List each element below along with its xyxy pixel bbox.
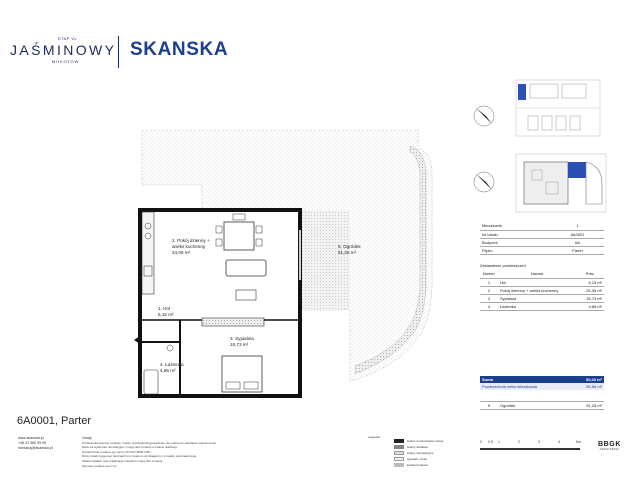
room-label-hall: 1. Hol xyxy=(158,306,171,311)
note-line: Dane są wyłącznie orientacyjne i mogą ulec zmianie w trakcie realizacji. xyxy=(82,445,178,450)
room-number: 4 xyxy=(480,302,498,310)
garden-table xyxy=(480,401,604,410)
apartment-title: 6A0001, Parter xyxy=(17,415,91,427)
legend-title: Legenda: xyxy=(368,435,381,439)
scale-label: 0.5 xyxy=(488,440,493,444)
highlighted-building xyxy=(518,84,526,100)
notes-title: Uwagi: xyxy=(82,436,93,440)
note-line: Rzuty lokali mogą ulec nieznacznym zmianom wynikającym z projektu wykonawczego. xyxy=(82,454,198,459)
summary-net-value: 50,56 m² xyxy=(573,383,604,390)
summary-total-row xyxy=(480,376,604,383)
room-area: 5,15 m² xyxy=(576,278,604,286)
scale-label: 5m xyxy=(576,440,581,444)
table-row xyxy=(480,286,604,294)
architect-sub: ARCHITEKCI xyxy=(599,448,620,451)
logo-stage: ETAP Vc xyxy=(58,36,77,41)
scale-label: 3 xyxy=(538,440,540,444)
room-area-living: 24,06 m² xyxy=(172,250,191,255)
room-area-garden: 61,26 m² xyxy=(338,250,357,255)
room-label-living-2: aneks kuchenny xyxy=(172,244,206,249)
summary-net-row xyxy=(480,383,604,390)
legend-swatch xyxy=(394,463,404,467)
info-key: Piętro xyxy=(480,246,551,254)
logo-name: JAŚMINOWY xyxy=(10,42,117,58)
architect-logo xyxy=(598,441,621,451)
info-key: Budynek xyxy=(480,238,551,246)
logo-divider xyxy=(118,36,119,68)
legend-swatch xyxy=(394,457,404,461)
info-value: Parter xyxy=(551,246,604,254)
table-row xyxy=(480,278,604,286)
room-name: Sypialnia xyxy=(498,294,576,302)
room-number: 3 xyxy=(480,294,498,302)
legend-label: ogródek / taras xyxy=(407,457,428,461)
table-row xyxy=(480,302,604,310)
summary-total-label: Suma xyxy=(480,376,573,383)
room-number: 2 xyxy=(480,286,498,294)
legend-swatch xyxy=(394,445,404,449)
room-label-bathroom: 4. Łazienka xyxy=(160,362,184,367)
garden-name: Ogródek xyxy=(498,402,550,410)
contact-phone[interactable]: +48 22 560 99 99 xyxy=(18,441,47,445)
room-area-hall: 5,15 m² xyxy=(158,312,174,317)
info-row xyxy=(480,230,604,238)
scale-label: 1 xyxy=(498,440,500,444)
legend-label: ściany wentylacyjne xyxy=(407,451,434,455)
contact-web[interactable]: www.skanska.pl xyxy=(18,436,44,440)
header-area: Pow. xyxy=(576,270,604,278)
legend-label: kostka brukowa xyxy=(407,463,428,467)
scale-label: 2 xyxy=(518,440,520,444)
table-row xyxy=(480,294,604,302)
header-number: Numer xyxy=(480,270,498,278)
info-key: Mieszkanie xyxy=(480,222,551,230)
garden-number: 5 xyxy=(480,402,498,410)
scale-label: 0 xyxy=(480,440,482,444)
room-name: Łazienka xyxy=(498,302,576,310)
legend-label: ściany w konstrukcji nośnej xyxy=(407,439,444,443)
terrace xyxy=(300,210,350,310)
brand-logo: SKANSKA xyxy=(130,39,229,60)
legend-label: ściany działowe xyxy=(407,445,429,449)
site-key-plan xyxy=(462,76,612,216)
wardrobe xyxy=(202,318,264,326)
info-value: 1 xyxy=(551,222,604,230)
apartment-info-table xyxy=(480,222,604,255)
note-line: Oznaczenia kolorów i funkcje, meble, drzwi/okna/wyposażenie nie należą do standardu wykończenia. xyxy=(82,440,217,445)
contact-email[interactable]: mieszkaj@skanska.pl xyxy=(18,446,53,450)
scale-label: 4 xyxy=(558,440,560,444)
note-line: Wymiary podane są w cm. xyxy=(82,463,118,468)
room-area-bedroom: 15,73 m² xyxy=(230,342,249,347)
room-label-living: 2. Pokój dzienny + xyxy=(172,238,210,243)
entrance-arrow-icon xyxy=(134,336,140,344)
rooms-table xyxy=(480,270,604,311)
highlighted-apartment xyxy=(568,162,586,178)
legend-swatch xyxy=(394,451,404,455)
room-area: 4,66 m² xyxy=(576,302,604,310)
scale-bar-graphic xyxy=(480,448,580,450)
note-line: Układ instalacji oraz lokalizacja urządzeń mogą ulec zmianie. xyxy=(82,458,164,463)
info-row xyxy=(480,238,604,246)
room-number: 1 xyxy=(480,278,498,286)
table-row xyxy=(480,402,604,410)
note-line: Powierzchnie podane wg normy PN-ISO 9836:1997. xyxy=(82,449,152,454)
header-name: Nazwa xyxy=(498,270,576,278)
logo-district: MOKOTÓW xyxy=(52,59,80,64)
scale-bar xyxy=(480,440,590,460)
room-name: Hol xyxy=(498,278,576,286)
notes xyxy=(82,436,272,468)
logo xyxy=(10,36,230,70)
room-label-garden: 5. Ogródek xyxy=(338,244,361,249)
info-row xyxy=(480,222,604,230)
info-value: 6A0001 xyxy=(551,230,604,238)
legend-swatch xyxy=(394,439,404,443)
floor-plan xyxy=(130,130,440,400)
info-value: 6A xyxy=(551,238,604,246)
info-key: Nr lokalu xyxy=(480,230,551,238)
rooms-caption: Zestawienie pomieszczeń xyxy=(480,263,526,268)
room-area: 24,06 m² xyxy=(576,286,604,294)
architect-name: BBGK xyxy=(598,441,622,448)
summary-total-value: 50,60 m² xyxy=(573,376,604,383)
summary-net-label: Powierzchnia netto mieszkania xyxy=(480,383,573,390)
kitchen-counter xyxy=(142,212,154,294)
rooms-header xyxy=(480,270,604,278)
room-area: 15,73 m² xyxy=(576,294,604,302)
info-row xyxy=(480,246,604,254)
room-label-bedroom: 3. Sypialnia xyxy=(230,336,254,341)
summary-table xyxy=(480,376,604,390)
room-area-bathroom: 4,66 m² xyxy=(160,368,176,373)
garden-area: 61,26 m² xyxy=(550,402,604,410)
room-name: Pokój dzienny + aneks kuchenny xyxy=(498,286,576,294)
contact-info xyxy=(18,436,53,451)
